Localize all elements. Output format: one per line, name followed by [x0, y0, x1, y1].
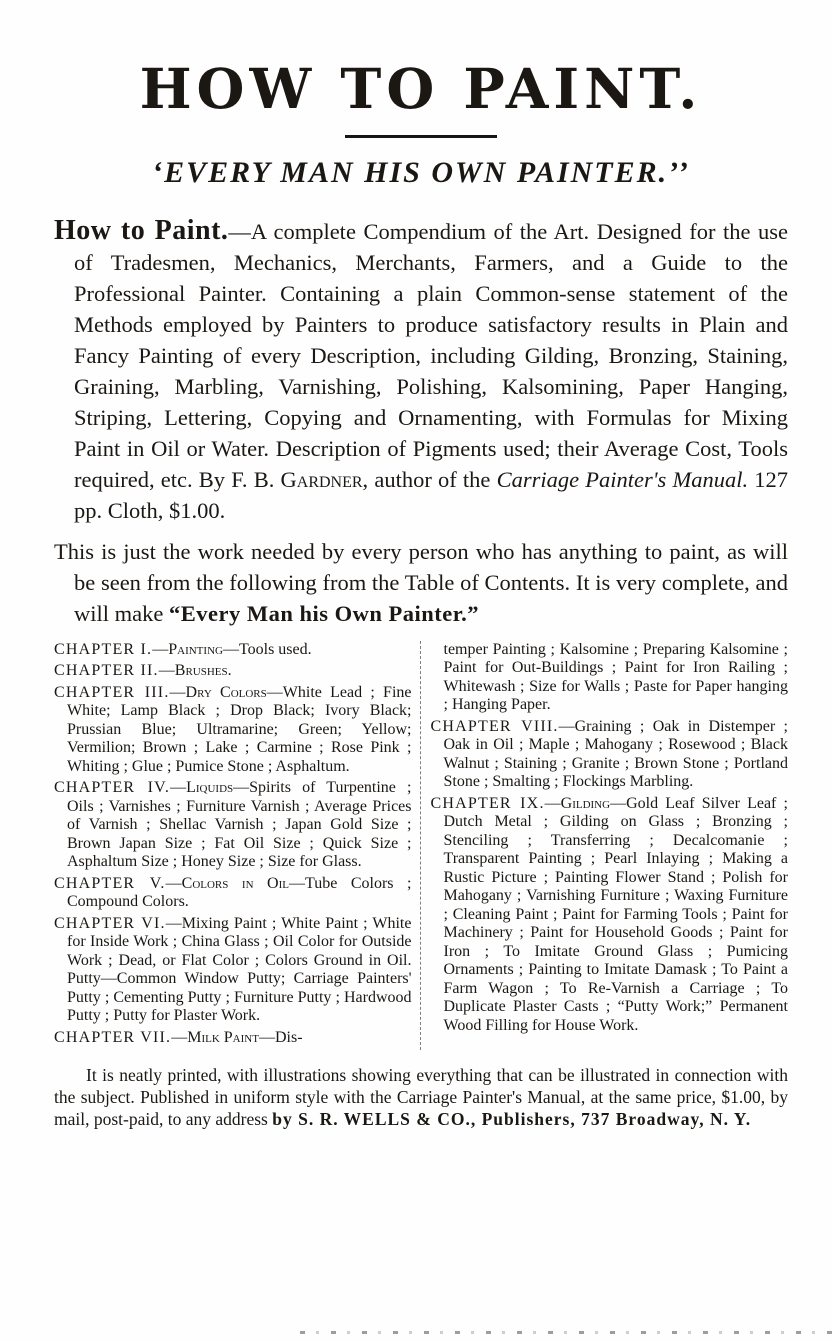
chapter-text: —Dis- — [258, 1028, 303, 1046]
chapter-topic: —Dry Colors — [169, 683, 267, 701]
table-of-contents — [54, 641, 788, 1051]
note-slogan: “Every Man his Own Painter.” — [168, 600, 480, 626]
page-subtitle: ‘EVERY MAN HIS OWN PAINTER.’’ — [152, 155, 690, 189]
chapter-text: temper Painting ; Kalsomine ; Preparing Kalsomine ; Paint for Out-Buildings ; Paint for Iron Railing ; Whitewash ; Size for Walls ; Paste for Paper hanging ; Hanging Paper. — [443, 640, 788, 714]
intro-lead: How to Paint. — [54, 214, 229, 246]
chapter-label: CHAPTER IX. — [430, 794, 545, 812]
chapter-label: CHAPTER II. — [54, 662, 159, 680]
toc-entry-chapter-9 — [431, 795, 789, 1036]
toc-entry-chapter-7 — [54, 1029, 412, 1048]
note-body: This is just the work needed by every person who has anything to paint, as will be seen from the following from the Table of Contents. It is very complete, and will make — [54, 538, 788, 626]
page-title: HOW TO PAINT. — [139, 56, 703, 121]
chapter-text: —Spirits of Turpentine ; Oils ; Varnishes ; Furniture Varnish ; Average Prices of Varnish ; Shellac Varnish ; Japan Gold Size ; Brown Japan Size ; Fat Oil Size ; Quick Size ; Asphaltum Size ; Honey Size ; Size for Glass. — [67, 779, 412, 871]
title-rule — [345, 135, 497, 138]
toc-entry-chapter-8 — [431, 718, 789, 792]
toc-entry-chapter-7-continued — [431, 641, 789, 715]
chapter-text: —Tools used. — [222, 640, 312, 658]
chapter-text: —Graining ; Oak in Distemper ; Oak in Oil ; Maple ; Mahogany ; Rosewood ; Black Walnut ; Staining ; Granite ; Brown Stone ; Portland Stone ; Smalting ; Flockings Marbling. — [443, 717, 789, 791]
toc-entry-chapter-3 — [54, 684, 412, 777]
footer-paragraph — [54, 1064, 788, 1130]
chapter-topic: —Liquids — [170, 779, 234, 797]
chapter-topic: —Colors in Oil — [165, 874, 289, 892]
chapter-text: —Tube Colors ; Compound Colors. — [67, 874, 412, 911]
note-paragraph — [54, 536, 788, 629]
scan-artifact-strip — [300, 1331, 832, 1334]
chapter-label: CHAPTER I. — [54, 640, 153, 658]
footer-text: It is neatly printed, with illustrations showing everything that can be illustrated in connection with the subject. Published in uniform style with the Carriage Painter's Manual, at the same price, $1.00, by mail, post-paid, to any address — [54, 1065, 788, 1130]
chapter-label: CHAPTER V. — [54, 874, 166, 892]
chapter-text: —Mixing Paint ; White Paint ; White for Inside Work ; China Glass ; Oil Color for Outside Work ; Dead, or Flat Color ; Colors Ground in Oil. Putty—Common Window Putty; Carriage Painters' Putty ; Cementing Putty ; Furniture Putty ; Hardwood Putty ; Putty for Plaster Work. — [67, 914, 412, 1025]
chapter-topic: —Painting — [152, 640, 223, 658]
intro-body-2: , author of the — [362, 466, 497, 492]
toc-entry-chapter-4 — [54, 779, 412, 872]
author-name: Gardner — [280, 466, 363, 492]
chapter-label: CHAPTER III. — [54, 683, 170, 701]
chapter-label: CHAPTER VII. — [54, 1028, 172, 1046]
chapter-topic: —Milk Paint — [171, 1028, 259, 1046]
publisher-line: by S. R. WELLS & CO., Publishers, 737 Broadway, N. Y. — [272, 1109, 752, 1130]
chapter-topic: —Brushes. — [158, 662, 232, 680]
chapter-text: —Gold Leaf Silver Leaf ; Dutch Metal ; Gilding on Glass ; Bronzing ; Stenciling ; Transferring ; Decalcomanie ; Transparent Painting ; Pearl Inlaying ; Making a Rustic Picture ; Painting Flower Stand ; Polish for Mahogany ; Varnishing Furniture ; Waxing Furniture ; Cleaning Paint ; Paint for Farming Tools ; Paint for Machinery ; Paint for Household Goods ; Paint for Iron ; To Imitate Ground Glass ; Pumicing Ornaments ; Painting to Imitate Damask ; To Paint a Farm Wagon ; To Re-Varnish a Carriage ; To Duplicate Plaster Casts ; “Putty Work;” Permanent Wood Filling for House Work. — [443, 794, 788, 1034]
toc-entry-chapter-1 — [54, 641, 412, 660]
chapter-text: —White Lead ; Fine White; Lamp Black ; Drop Black; Ivory Black; Prussian Blue; Ultramarine; Green; Yellow; Vermilion; Brown ; Lake ; Carmine ; Rose Pink ; Whiting ; Glue ; Pumice Stone ; Asphaltum. — [67, 683, 412, 775]
contents-right-column — [421, 641, 789, 1051]
chapter-label: CHAPTER IV. — [54, 779, 171, 797]
intro-body-3: 127 pp. Cloth, $1.00. — [74, 466, 789, 523]
toc-entry-chapter-6 — [54, 915, 412, 1026]
contents-left-column — [54, 641, 420, 1051]
referenced-book-title: Carriage Painter's Manual. — [496, 466, 749, 492]
toc-entry-chapter-2 — [54, 662, 412, 681]
intro-body: —A complete Compendium of the Art. Designed for the use of Tradesmen, Mechanics, Merchants, Farmers, and a Guide to the Professional Painter. Containing a plain Common-sense statement of the Methods employed by Painters to produce satisfactory results in Plain and Fancy Painting of every Description, including Gilding, Bronzing, Staining, Graining, Marbling, Varnishing, Polishing, Kalsomining, Paper Hanging, Striping, Lettering, Copying and Ornamenting, with Formulas for Mixing Paint in Oil or Water. Description of Pigments used; their Average Cost, Tools required, etc. By F. B. — [74, 218, 788, 492]
intro-paragraph — [54, 215, 788, 526]
toc-entry-chapter-5 — [54, 875, 412, 912]
chapter-label: CHAPTER VI. — [54, 914, 166, 932]
chapter-label: CHAPTER VIII. — [430, 717, 559, 735]
chapter-topic: —Gilding — [544, 794, 611, 812]
